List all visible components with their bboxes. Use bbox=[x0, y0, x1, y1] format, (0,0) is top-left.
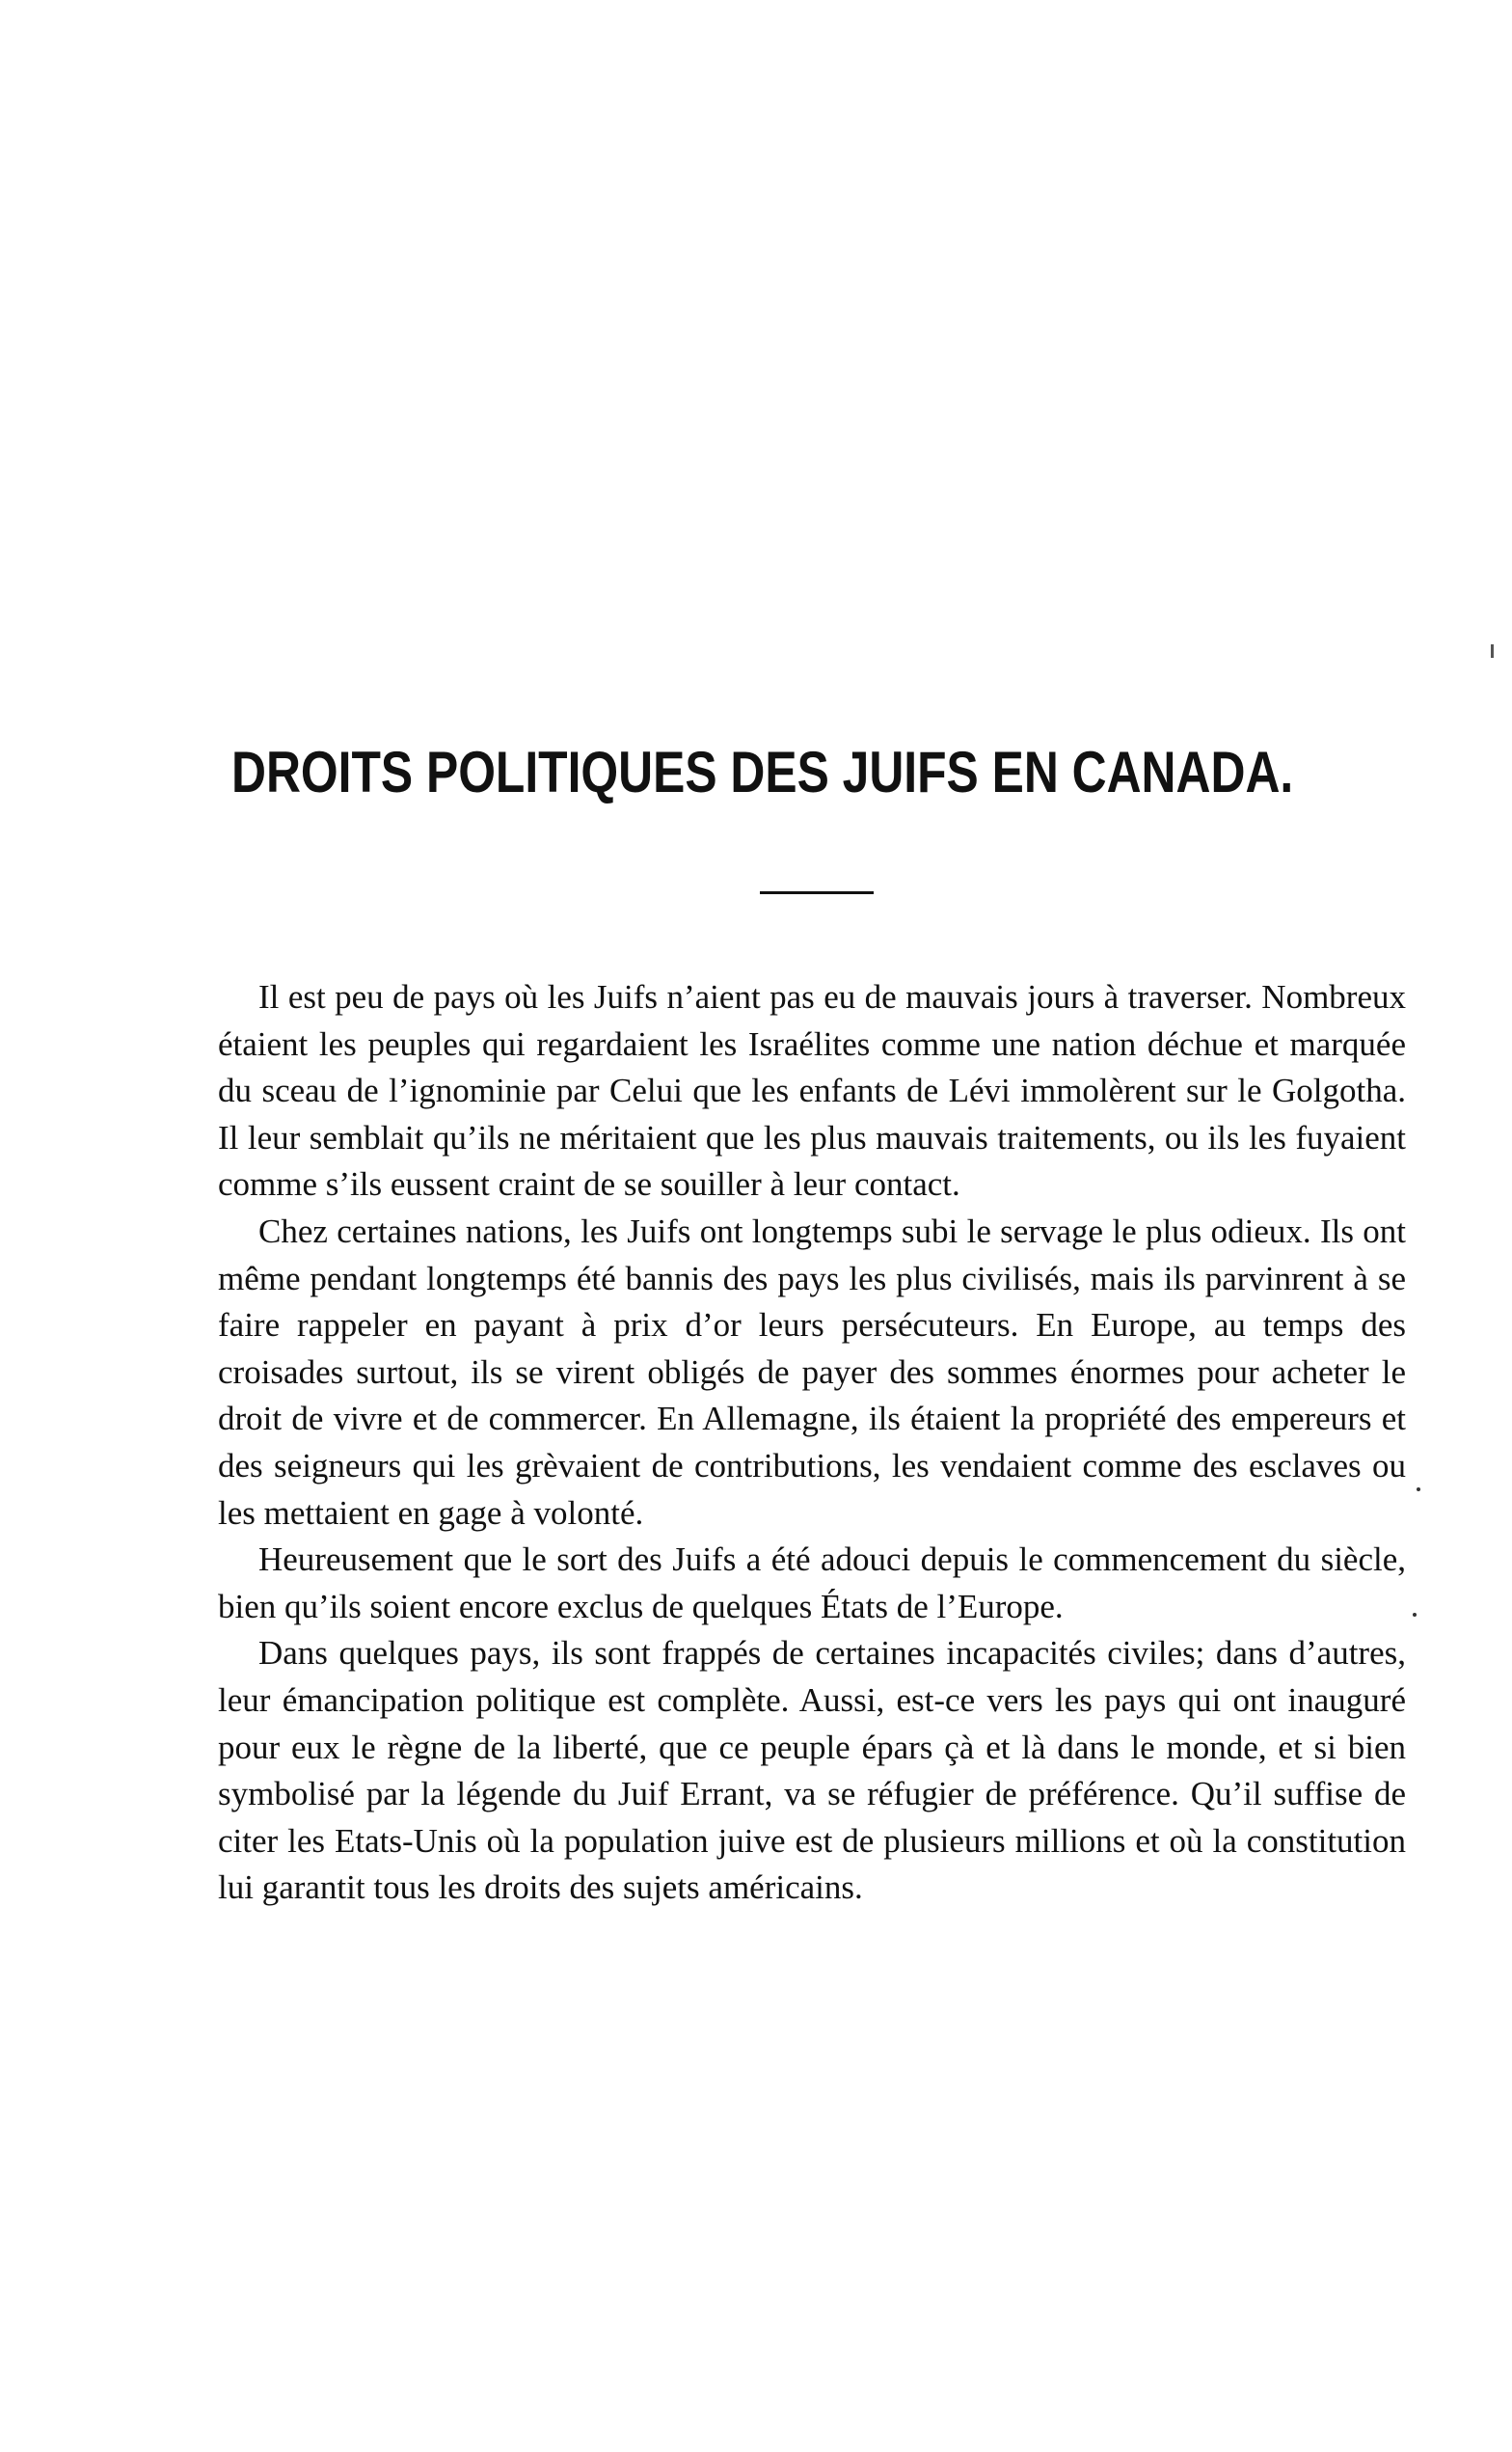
margin-mark bbox=[1491, 644, 1494, 658]
paragraph-2: Chez certaines nations, les Juifs ont longtemps subi le servage le plus odieux. Ils ont même pendant longtemps été bannis des pays les plus civilisés, mais ils parvinrent à se faire rappeler en payant à prix d’or leurs persécuteurs. En Europe, au temps des croisades surtout, ils se virent obligés de payer des sommes énormes pour acheter le droit de vivre et de commercer. En Allemagne, ils étaient la propriété des empereurs et des seigneurs qui les grèvaient de contributions, les vendaient comme des esclaves ou les mettaient en gage à volonté. bbox=[218, 1212, 1406, 1532]
body-text bbox=[218, 974, 1406, 1912]
paragraph-3: Heureusement que le sort des Juifs a été adouci depuis le commencement du siècle, bien qu’ils soient encore exclus de quelques États de l’Europe. bbox=[218, 1540, 1406, 1625]
page-title: DROITS POLITIQUES DES JUIFS EN CANADA. bbox=[231, 740, 1294, 804]
title-divider bbox=[760, 891, 874, 894]
paragraph-4: Dans quelques pays, ils sont frappés de certaines incapacités civiles; dans d’autres, leur émancipation politique est complète. Aussi, est-ce vers les pays qui ont inauguré pour eux le règne de la liberté, que ce peuple épars çà et là dans le monde, et si bien symbolisé par la légende du Juif Errant, va se réfugier de préférence. Qu’il suffise de citer les Etats-Unis où la population juive est de plusieurs millions et où la constitution lui garantit tous les droits des sujets américains. bbox=[218, 1634, 1406, 1907]
paragraph-1: Il est peu de pays où les Juifs n’aient pas eu de mauvais jours à traverser. Nombreux étaient les peuples qui regardaient les Israélites comme une nation déchue et marquée du sceau de l’ignominie par Celui que les enfants de Lévi immolèrent sur le Golgotha. Il leur semblait qu’ils ne méritaient que les plus mauvais traitements, ou ils les fuyaient comme s’ils eussent craint de se souiller à leur contact. bbox=[218, 978, 1406, 1204]
margin-dot bbox=[1417, 1487, 1420, 1491]
margin-dot bbox=[1413, 1613, 1417, 1617]
